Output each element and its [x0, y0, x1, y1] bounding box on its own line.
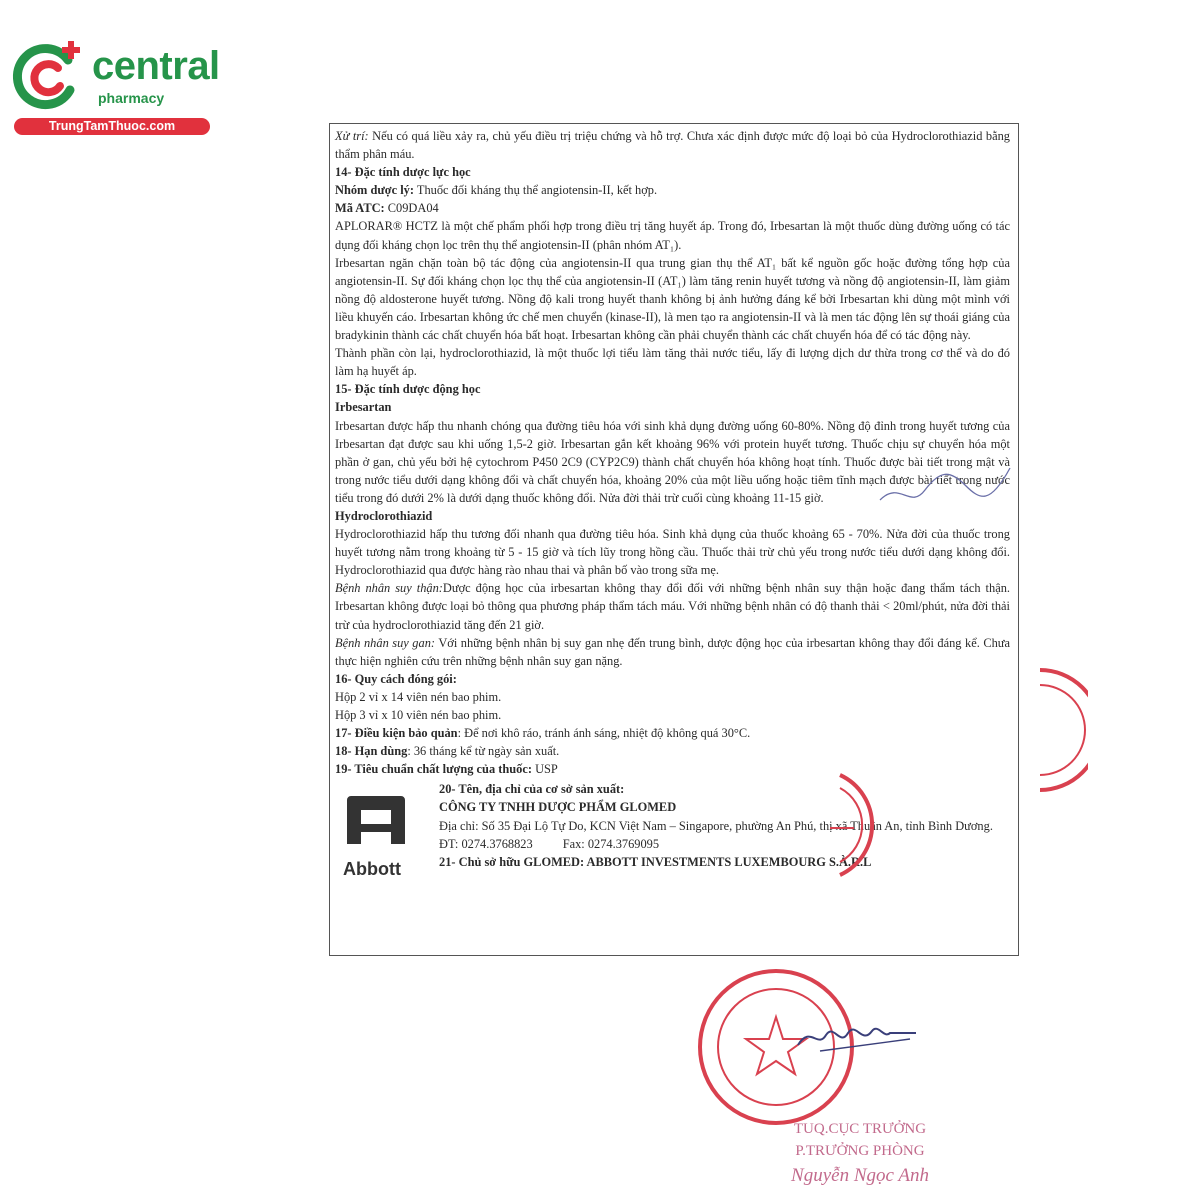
- hepatic-impairment: [335, 634, 1010, 670]
- company-name: CÔNG TY TNHH DƯỢC PHẨM GLOMED: [439, 800, 677, 815]
- abbott-wordmark: Abbott: [343, 859, 401, 880]
- packaging-1: Hộp 2 vỉ x 14 viên nén bao phim.: [335, 689, 502, 704]
- signer-position: P.TRƯỞNG PHÒNG: [795, 1143, 925, 1159]
- company-seal-stamp: [820, 770, 910, 880]
- hydrochlorothiazide-heading: Hydroclorothiazid: [335, 508, 433, 523]
- handwritten-signature: [790, 1005, 920, 1065]
- renal-impairment: [335, 579, 1010, 633]
- pharmacologic-group-text: Thuốc đối kháng thụ thể angiotensin-II, kết hợp.: [414, 183, 658, 198]
- signature-block: [745, 1118, 975, 1190]
- company-fax: Fax: 0274.3769095: [562, 836, 660, 851]
- pharmacologic-group: [335, 181, 1010, 199]
- company-phone: ĐT: 0274.3768823: [439, 836, 533, 851]
- central-pharmacy-mark-icon: [10, 38, 90, 118]
- storage-label: 17- Điều kiện bảo quản: [335, 726, 458, 741]
- section-21: 21- Chủ sở hữu GLOMED: ABBOTT INVESTMENTS LUXEMBOURG S.À.R.L: [439, 854, 872, 869]
- signer-name: Nguyễn Ngọc Anh: [791, 1165, 929, 1186]
- section-17: [335, 724, 1010, 742]
- pharmacologic-group-label: Nhóm dược lý:: [335, 183, 415, 198]
- section-15-title: 15- Đặc tính dược động học: [335, 382, 481, 397]
- logo-website: TrungTamThuoc.com: [14, 118, 210, 135]
- section-16-title: 16- Quy cách đóng gói:: [335, 671, 457, 686]
- logo-subtitle: pharmacy: [98, 90, 165, 106]
- hepatic-impairment-text: Với những bệnh nhân bị suy gan nhẹ đến trung bình, dược động học của irbesartan không thay đổi đáng kể. Chưa thực hiện nghiên cứu trên những bệnh nhân suy gan nặng.: [335, 635, 1010, 668]
- shelf-life-text: : 36 tháng kể từ ngày sản xuất.: [407, 744, 560, 759]
- atc-code: [335, 199, 1010, 217]
- atc-value: C09DA04: [384, 201, 439, 216]
- overdose-label: Xử trí:: [335, 129, 369, 143]
- initials-mark: [870, 460, 1020, 520]
- renal-impairment-text: Dược động học của irbesartan không thay đổi đối với những bệnh nhân suy thận hoặc đang thẩm tách thận. Irbesartan không được loại bỏ thông qua phương pháp thẩm tách máu. Với những bệnh nhân có độ thanh thải < 20ml/phút, nửa đời thải trừ của hydroclorothiazid tăng đến 21 giờ.: [335, 581, 1010, 632]
- quality-standard-text: USP: [531, 762, 558, 777]
- packaging-2: Hộp 3 vỉ x 10 viên nén bao phim.: [335, 708, 502, 722]
- company-address: Địa chỉ: Số 35 Đại Lộ Tự Do, KCN Việt Nam – Singapore, phường An Phú, thị xã Thuận An, tỉnh Bình Dương.: [439, 818, 993, 833]
- section-14-paragraph-2: Irbesartan ngăn chặn toàn bộ tác động của angiotensin-II qua trung gian thụ thể AT₁ bất kể nguồn gốc hoặc đường tổng hợp của angiotensin-II. Sự đối kháng chọn lọc thụ thể của angiotensin-II (AT₁) làm tăng renin huyết tương và nồng độ angiotensin-II, làm giảm nồng độ aldosterone huyết tương. Nồng độ kali trong huyết thanh không bị ảnh hưởng đáng kể bởi Irbesartan khi dùng một mình với liều khuyến cáo. Irbesartan không ức chế men chuyển (kinase-II), là men tạo ra angiotensin-II và là men tác động lên sự thoái giáng của bradykinin thành các chất chuyển hóa bất hoạt. Irbesartan không cần phải chuyển thành các chất chuyển hóa để có tác động này.: [335, 255, 1010, 343]
- quality-standard-label: 19- Tiêu chuẩn chất lượng của thuốc:: [335, 762, 532, 777]
- irbesartan-text: Irbesartan được hấp thu nhanh chóng qua đường tiêu hóa với sinh khả dụng đường uống 60-80%. Nồng độ đỉnh trong huyết tương của Irbesartan đạt được sau khi uống 1,5-2 giờ. Irbesartan gắn kết khoảng 96% với protein huyết tương. Thuốc chịu sự chuyển hóa một phần ở gan, chủ yếu bởi hệ cytochrom P450 2C9 (CYP2C9) thành chất chuyển hóa không hoạt tính. Thuốc được bài tiết trong mật và trong nước tiểu dưới dạng không đổi và chất chuyển hóa, khoảng 20% của một liều uống hoặc tiêm tĩnh mạch được bài tiết trong nước tiểu trong đó dưới 2% là dưới dạng thuốc không đổi. Nửa đời thải trừ cuối cùng khoảng 11-15 giờ.: [335, 418, 1010, 505]
- section-20-title: 20- Tên, địa chỉ của cơ sở sản xuất:: [439, 782, 625, 797]
- central-pharmacy-logo: [10, 38, 220, 138]
- partial-seal-stamp: [1028, 665, 1088, 795]
- renal-impairment-label: Bệnh nhân suy thận:: [335, 581, 443, 596]
- shelf-life-label: 18- Hạn dùng: [335, 744, 408, 759]
- section-14-paragraph-1: APLORAR® HCTZ là một chế phẩm phối hợp trong điều trị tăng huyết áp. Trong đó, Irbesartan là một thuốc dùng đường uống có tác dụng đối kháng chọn lọc trên thụ thể angiotensin-II (phân nhóm AT₁).: [335, 219, 1010, 252]
- storage-text: : Để nơi khô ráo, tránh ánh sáng, nhiệt độ không quá 30°C.: [457, 726, 751, 741]
- hepatic-impairment-label: Bệnh nhân suy gan:: [335, 635, 436, 650]
- leaflet-page: [329, 123, 1019, 956]
- atc-label: Mã ATC:: [335, 201, 385, 216]
- overdose-treatment: [335, 127, 1010, 163]
- overdose-text: Nếu có quá liều xảy ra, chủ yếu điều trị triệu chứng và hỗ trợ. Chưa xác định được mức độ loại bỏ của Hydroclorothiazid bằng thẩm phân máu.: [335, 129, 1010, 162]
- signer-authority: TUQ.CỤC TRƯỞNG: [793, 1121, 927, 1137]
- section-14-paragraph-3: Thành phần còn lại, hydroclorothiazid, là một thuốc lợi tiểu làm tăng thải nước tiểu, lấy đi lượng dịch dư thừa trong cơ thể và do đó làm hạ huyết áp.: [335, 346, 1010, 379]
- hydrochlorothiazide-text: Hydroclorothiazid hấp thu tương đối nhanh qua đường tiêu hóa. Sinh khả dụng của thuốc khoảng 65 - 70%. Nửa đời của thuốc trong huyết tương nằm trong khoảng từ 5 - 15 giờ và tích lũy trong hồng cầu. Thuốc thải trừ chủ yếu trong nước tiểu dưới dạng không đổi. Hydroclorothiazid qua được hàng rào nhau thai và phân bố vào trong sữa mẹ.: [335, 527, 1010, 578]
- company-contacts: [439, 835, 1019, 853]
- section-18: [335, 742, 1010, 760]
- logo-name: central: [92, 44, 220, 88]
- section-14-title: 14- Đặc tính dược lực học: [335, 165, 471, 180]
- manufacturer-details: [439, 780, 1019, 870]
- abbott-logo-icon: [343, 794, 409, 848]
- irbesartan-heading: Irbesartan: [335, 400, 392, 415]
